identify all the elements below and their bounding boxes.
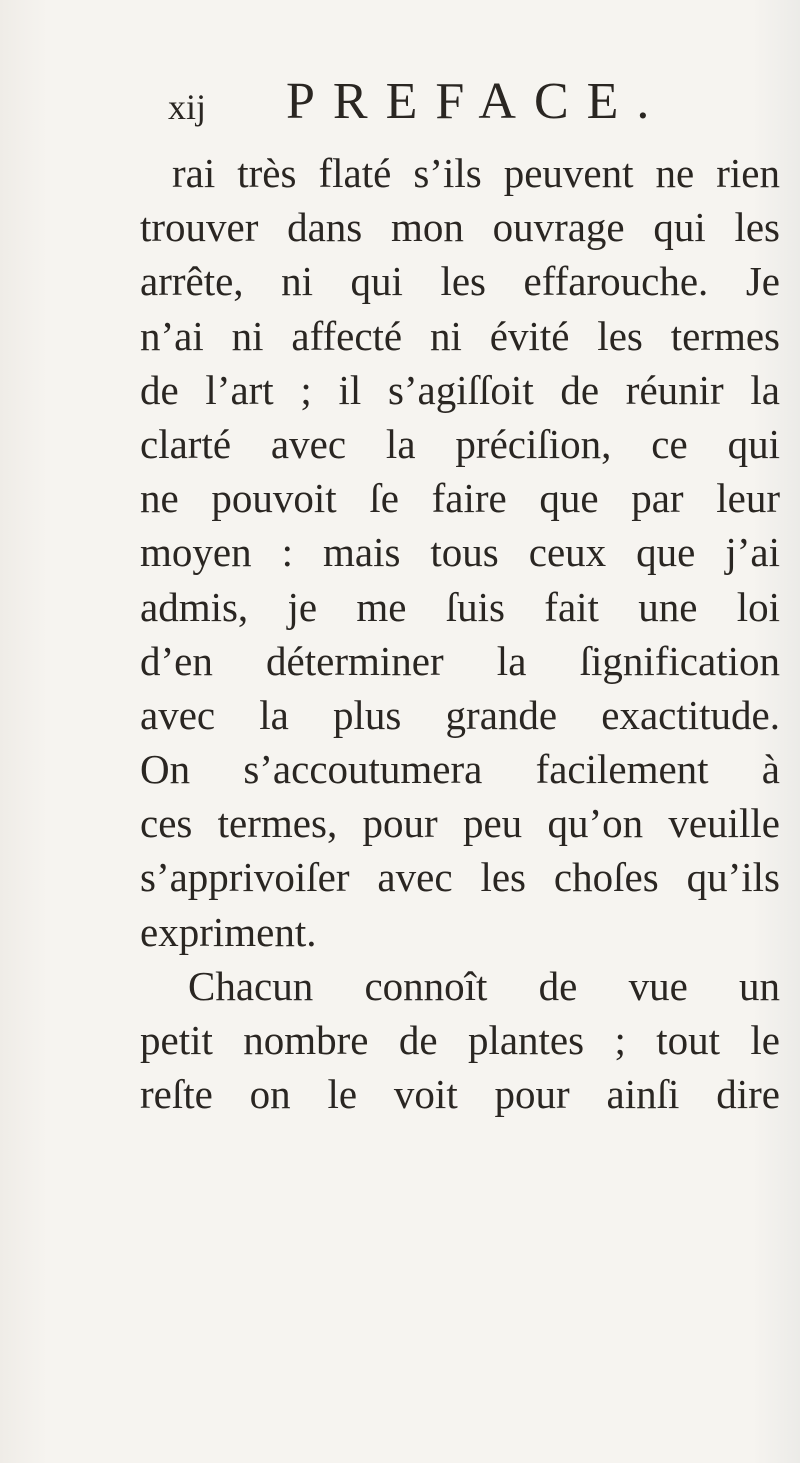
text-line: de l’art ; il s’agiſſoit de réunir la [140, 366, 780, 413]
text-line: admis, je me ſuis fait une loi [140, 583, 780, 630]
page-number: xij [168, 87, 207, 127]
text-line: d’en déterminer la ſignification [140, 637, 780, 684]
text-line: expriment. [140, 908, 317, 955]
page-header [168, 72, 768, 136]
text-line: arrête, ni qui les effarouche. Je [140, 258, 780, 305]
text-line: rai très flaté s’ils peuvent ne rien [172, 150, 780, 196]
text-line: clarté avec la préciſion, ce qui [140, 420, 780, 467]
text-line: Chacun connoît de vue un [188, 962, 780, 1009]
text-line: petit nombre de plantes ; tout le [140, 1017, 780, 1063]
text-line: n’ai ni affecté ni évité les termes [140, 312, 780, 359]
body-text [140, 146, 780, 1121]
running-head: PREFACE. [286, 73, 668, 130]
text-line: reſte on le voit pour ainſi dire [140, 1071, 780, 1118]
text-line: s’apprivoiſer avec les choſes qu’ils [140, 854, 780, 901]
text-line: moyen : mais tous ceux que j’ai [140, 529, 780, 576]
text-line: trouver dans mon ouvrage qui les [140, 204, 780, 251]
text-line: avec la plus grande exactitude. [140, 691, 780, 738]
text-line: ces termes, pour peu qu’on veuille [140, 800, 780, 847]
text-line: ne pouvoit ſe faire que par leur [140, 475, 780, 522]
text-line: On s’accoutumera facilement à [140, 746, 780, 793]
